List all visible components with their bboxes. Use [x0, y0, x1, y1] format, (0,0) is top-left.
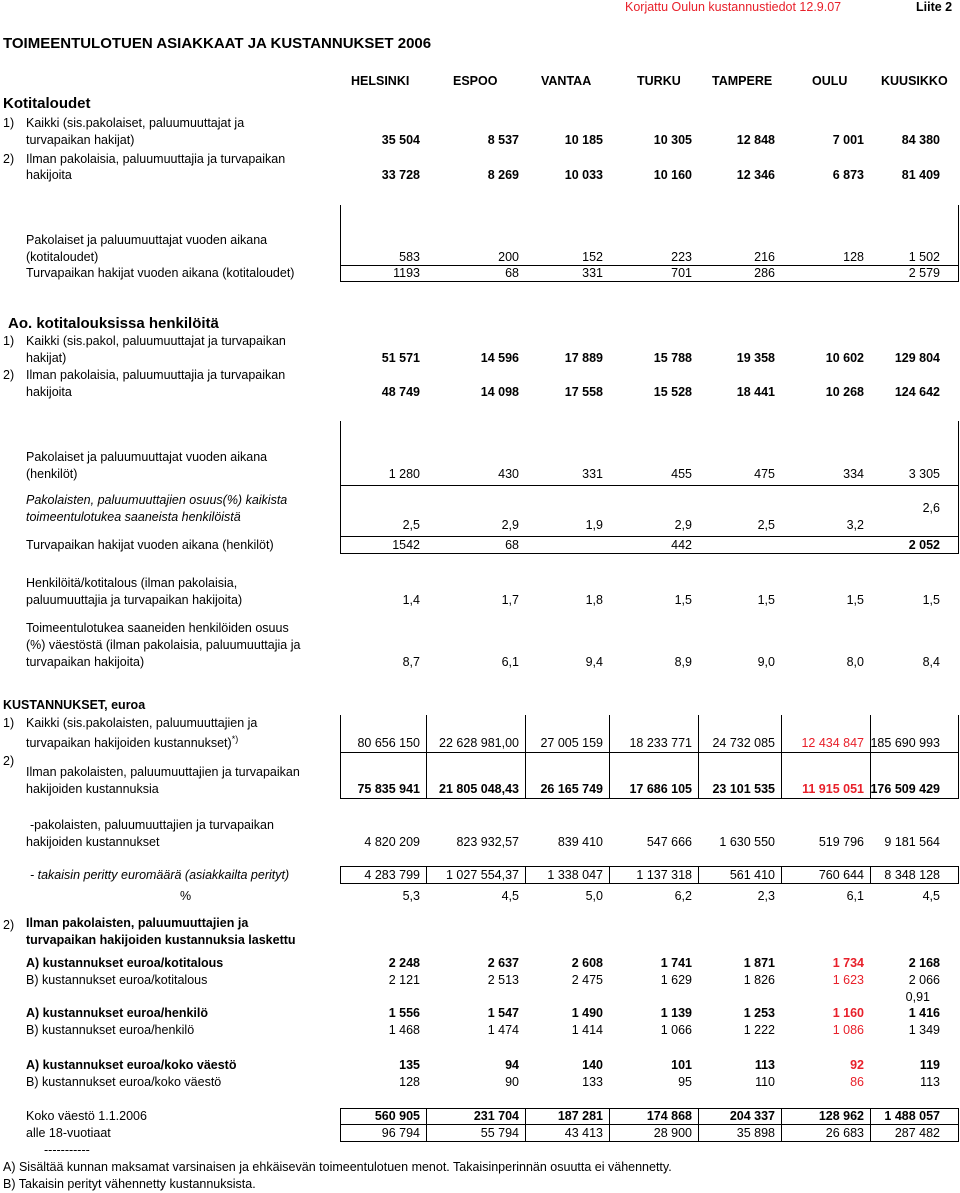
row-label: B) kustannukset euroa/henkilö	[26, 1023, 195, 1037]
table-cell: 2 168	[908, 956, 940, 970]
row-label: Ilman pakolaisten, paluumuuttajien ja	[26, 916, 249, 930]
table-cell: 1 349	[908, 1023, 940, 1037]
table-cell: 4,5	[922, 889, 940, 903]
table-border	[340, 883, 959, 884]
row-label: B) kustannukset euroa/kotitalous	[26, 973, 208, 987]
table-cell: 1 826	[743, 973, 775, 987]
col-helsinki: HELSINKI	[351, 74, 410, 88]
table-cell: 119	[919, 1058, 940, 1072]
table-cell: 129 804	[894, 351, 940, 365]
row-label: Pakolaiset ja paluumuuttajat vuoden aikana	[26, 233, 268, 247]
row-label: hakijat)	[26, 351, 67, 365]
table-cell: 10 268	[825, 385, 864, 399]
table-cell: 5,3	[402, 889, 420, 903]
section-households-title: Kotitaloudet	[3, 95, 91, 112]
table-cell: 1 490	[571, 1006, 603, 1020]
table-cell: 187 281	[557, 1109, 603, 1123]
table-cell: 21 805 048,43	[439, 782, 519, 796]
table-cell: 7 001	[832, 133, 864, 147]
row-label: Ilman pakolaisten, paluumuuttajien ja turvapaikan	[26, 765, 300, 779]
table-cell: 10 305	[653, 133, 692, 147]
table-cell: 17 889	[564, 351, 603, 365]
table-cell: 560 905	[374, 1109, 420, 1123]
row-label: hakijoita	[26, 168, 72, 182]
table-cell: 90	[505, 1075, 519, 1089]
table-cell: 2,3	[757, 889, 775, 903]
table-cell: 1 734	[832, 956, 864, 970]
table-cell: 231 704	[473, 1109, 519, 1123]
table-cell: 1 160	[832, 1006, 864, 1020]
section-costs-title: KUSTANNUKSET, euroa	[3, 698, 146, 712]
table-cell: 430	[498, 467, 519, 481]
row-num: 2)	[3, 152, 15, 166]
row-label: -pakolaisten, paluumuuttajien ja turvapaikan	[30, 818, 274, 832]
table-border	[340, 866, 959, 867]
row-label: A) kustannukset euroa/kotitalous	[26, 956, 224, 970]
row-label: (kotitaloudet)	[26, 250, 99, 264]
table-cell: 223	[671, 250, 692, 264]
table-cell: 17 686 105	[629, 782, 692, 796]
table-cell: 1 502	[908, 250, 940, 264]
row-num: 1)	[3, 716, 15, 730]
table-cell: 561 410	[729, 868, 775, 882]
table-cell: 133	[582, 1075, 603, 1089]
table-border	[340, 281, 959, 282]
table-cell: 701	[671, 266, 692, 280]
row-label: Ilman pakolaisia, paluumuuttajia ja turvapaikan	[26, 368, 286, 382]
page-title: TOIMEENTULOTUEN ASIAKKAAT JA KUSTANNUKSET 2006	[3, 35, 432, 52]
row-num: 2)	[3, 918, 15, 932]
table-cell: 1,5	[846, 593, 864, 607]
table-cell: 27 005 159	[540, 736, 603, 750]
table-cell: 204 337	[729, 1109, 775, 1123]
table-cell: 6 873	[832, 168, 864, 182]
table-cell: 1 871	[743, 956, 775, 970]
table-cell: 15 528	[653, 385, 692, 399]
table-cell: 455	[671, 467, 692, 481]
table-cell: 185 690 993	[870, 736, 940, 750]
table-cell: 1,8	[585, 593, 603, 607]
row-num: 1)	[3, 116, 15, 130]
table-cell: 547 666	[646, 835, 692, 849]
table-cell: 2 248	[388, 956, 420, 970]
table-cell: 101	[671, 1058, 692, 1072]
table-cell: 24 732 085	[712, 736, 775, 750]
table-cell: 1 488 057	[884, 1109, 940, 1123]
table-cell: 8,4	[922, 655, 940, 669]
table-cell: 9 181 564	[884, 835, 940, 849]
table-cell: 1 414	[571, 1023, 603, 1037]
row-num: 1)	[3, 334, 15, 348]
table-cell: 176 509 429	[870, 782, 940, 796]
table-border	[340, 1141, 959, 1142]
table-cell: 174 868	[646, 1109, 692, 1123]
table-cell: 26 683	[825, 1126, 864, 1140]
table-border	[340, 485, 959, 486]
row-label: B) kustannukset euroa/koko väestö	[26, 1075, 222, 1089]
table-cell: 1 468	[388, 1023, 420, 1037]
row-label: paluumuuttajia ja turvapaikan hakijoita)	[26, 593, 243, 607]
table-cell: 2,6	[922, 501, 940, 515]
row-label: %	[180, 889, 192, 903]
table-border	[958, 715, 959, 799]
col-espoo: ESPOO	[453, 74, 498, 88]
table-cell: 1 137 318	[636, 868, 692, 882]
row-label: Henkilöitä/kotitalous (ilman pakolaisia,	[26, 576, 238, 590]
table-border	[340, 1124, 959, 1125]
table-cell: 4 283 799	[364, 868, 420, 882]
table-cell: 760 644	[818, 868, 864, 882]
table-cell: 1 629	[660, 973, 692, 987]
row-label: (henkilöt)	[26, 467, 78, 481]
table-cell: 2 513	[487, 973, 519, 987]
col-tampere: TAMPERE	[712, 74, 773, 88]
table-cell: 2,5	[402, 518, 420, 532]
row-label: hakijoiden kustannuksia	[26, 782, 159, 796]
table-cell: 1,5	[922, 593, 940, 607]
row-label: Kaikki (sis.pakolaisten, paluumuuttajien ja	[26, 716, 258, 730]
table-cell: 110	[755, 1075, 775, 1089]
table-cell: 287 482	[894, 1126, 940, 1140]
table-cell: 92	[850, 1058, 864, 1072]
row-label: Toimeentulotukea saaneiden henkilöiden osuus	[26, 621, 289, 635]
section-persons-title: Ao. kotitalouksissa henkilöitä	[8, 315, 219, 332]
table-cell: 51 571	[381, 351, 420, 365]
table-border	[958, 421, 959, 554]
table-border	[340, 798, 959, 799]
table-cell: 84 380	[901, 133, 940, 147]
table-cell: 1 474	[487, 1023, 519, 1037]
table-cell: 1,5	[674, 593, 692, 607]
table-cell: 1,7	[501, 593, 519, 607]
table-cell: 15 788	[653, 351, 692, 365]
row-label: hakijoiden kustannukset	[26, 835, 160, 849]
table-cell: 2 608	[571, 956, 603, 970]
table-cell: 10 185	[564, 133, 603, 147]
row-label: hakijoita	[26, 385, 72, 399]
table-cell: 135	[399, 1058, 420, 1072]
table-cell: 2,9	[501, 518, 519, 532]
col-vantaa: VANTAA	[541, 74, 592, 88]
table-cell: 2 052	[908, 538, 940, 552]
table-cell: 10 033	[564, 168, 603, 182]
table-cell: 80 656 150	[357, 736, 420, 750]
table-cell: 334	[843, 467, 864, 481]
table-cell: 2,5	[757, 518, 775, 532]
table-cell: 35 504	[381, 133, 420, 147]
footnote-mark: *)	[231, 733, 239, 744]
table-cell: 442	[671, 538, 692, 552]
table-cell: 331	[582, 467, 603, 481]
table-cell: 839 410	[557, 835, 603, 849]
col-kuusikko: KUUSIKKO	[881, 74, 948, 88]
row-num: 2)	[3, 754, 15, 768]
table-cell: 96 794	[381, 1126, 420, 1140]
table-cell: 1 222	[743, 1023, 775, 1037]
table-cell: 2,9	[674, 518, 692, 532]
table-cell: 1 253	[743, 1006, 775, 1020]
table-cell: 1 741	[660, 956, 692, 970]
table-cell: 2 475	[571, 973, 603, 987]
row-label: turvapaikan hakijoita)	[26, 655, 145, 669]
table-cell: 86	[850, 1075, 864, 1089]
table-border	[340, 752, 959, 753]
row-label: A) kustannukset euroa/henkilö	[26, 1006, 208, 1020]
table-cell: 9,0	[757, 655, 775, 669]
table-border	[340, 553, 959, 554]
table-cell: 2 637	[487, 956, 519, 970]
row-label: turvapaikan hakijoiden kustannuksia laskettu	[26, 933, 296, 947]
table-cell: 68	[505, 538, 519, 552]
table-cell: 28 900	[653, 1126, 692, 1140]
table-cell: 1193	[393, 266, 420, 280]
table-cell: 8 348 128	[884, 868, 940, 882]
table-cell: 216	[754, 250, 775, 264]
footnote-b: B) Takaisin perityt vähennetty kustannuksista.	[3, 1177, 256, 1191]
table-cell: 19 358	[736, 351, 775, 365]
correction-note: Korjattu Oulun kustannustiedot 12.9.07	[625, 0, 842, 14]
table-cell: 9,4	[585, 655, 603, 669]
row-label: Pakolaisten, paluumuuttajien osuus(%) kaikista	[26, 493, 288, 507]
row-label: (%) väestöstä (ilman pakolaisia, paluumuuttajia ja	[26, 638, 301, 652]
table-cell: 200	[498, 250, 519, 264]
table-cell: 519 796	[818, 835, 864, 849]
table-cell: 3 305	[908, 467, 940, 481]
table-cell: 1 547	[487, 1006, 519, 1020]
col-turku: TURKU	[637, 74, 681, 88]
row-label: Turvapaikan hakijat vuoden aikana (kotitaloudet)	[26, 266, 295, 280]
table-cell: 128	[843, 250, 864, 264]
table-cell: 286	[754, 266, 775, 280]
table-cell: 331	[582, 266, 603, 280]
table-cell: 4,5	[501, 889, 519, 903]
table-cell: 8 537	[487, 133, 519, 147]
table-cell: 5,0	[585, 889, 603, 903]
table-cell: 68	[505, 266, 519, 280]
table-cell: 1 556	[388, 1006, 420, 1020]
table-cell: 2 579	[908, 266, 940, 280]
table-cell: 6,2	[674, 889, 692, 903]
row-label: Pakolaiset ja paluumuuttajat vuoden aikana	[26, 450, 268, 464]
table-cell: 18 441	[736, 385, 775, 399]
table-cell: 12 848	[736, 133, 775, 147]
table-cell: 48 749	[381, 385, 420, 399]
table-cell: 10 160	[653, 168, 692, 182]
table-cell: 35 898	[736, 1126, 775, 1140]
table-cell: 75 835 941	[357, 782, 420, 796]
table-cell: 152	[582, 250, 603, 264]
table-cell: 2 121	[388, 973, 420, 987]
table-cell: 1 630 550	[719, 835, 775, 849]
table-cell: 8 269	[487, 168, 519, 182]
table-border	[340, 421, 341, 554]
extra-value: 0,91	[905, 990, 930, 1004]
table-cell: 22 628 981,00	[439, 736, 519, 750]
table-cell: 14 596	[480, 351, 519, 365]
table-cell: 2 066	[908, 973, 940, 987]
table-cell: 94	[505, 1058, 519, 1072]
table-border	[958, 205, 959, 281]
table-cell: 1 086	[832, 1023, 864, 1037]
table-cell: 1 416	[908, 1006, 940, 1020]
table-cell: 113	[754, 1058, 775, 1072]
table-cell: 1 139	[660, 1006, 692, 1020]
row-label: Koko väestö 1.1.2006	[26, 1109, 147, 1123]
table-cell: 475	[754, 467, 775, 481]
table-cell: 26 165 749	[540, 782, 603, 796]
table-cell: 1 338 047	[547, 868, 603, 882]
table-cell: 113	[920, 1075, 940, 1089]
table-cell: 128	[399, 1075, 420, 1089]
table-cell: 4 820 209	[364, 835, 420, 849]
table-border	[958, 1108, 959, 1142]
table-border	[958, 866, 959, 884]
table-cell: 3,2	[846, 518, 864, 532]
col-oulu: OULU	[812, 74, 848, 88]
row-label: Ilman pakolaisia, paluumuuttajia ja turvapaikan	[26, 152, 286, 166]
table-cell: 1 280	[388, 467, 420, 481]
table-cell: 12 346	[736, 168, 775, 182]
table-cell: 1,4	[402, 593, 420, 607]
table-cell: 11 915 051	[802, 782, 864, 796]
table-cell: 1 027 554,37	[446, 868, 519, 882]
row-num: 2)	[3, 368, 15, 382]
row-label: turvapaikan hakijoiden kustannukset)*)	[26, 733, 239, 750]
table-cell: 8,7	[402, 655, 420, 669]
table-cell: 1,5	[757, 593, 775, 607]
table-cell: 1,9	[585, 518, 603, 532]
table-cell: 95	[678, 1075, 692, 1089]
table-cell: 81 409	[901, 168, 940, 182]
appendix-label: Liite 2	[916, 0, 953, 14]
table-cell: 140	[582, 1058, 603, 1072]
table-cell: 8,0	[846, 655, 864, 669]
row-label: toimeentulotukea saaneista henkilöistä	[26, 510, 241, 524]
row-label: turvapaikan hakijat)	[26, 133, 135, 147]
table-cell: 23 101 535	[712, 782, 775, 796]
row-label: A) kustannukset euroa/koko väestö	[26, 1058, 237, 1072]
table-cell: 124 642	[894, 385, 940, 399]
table-cell: 12 434 847	[801, 736, 864, 750]
row-label: - takaisin peritty euromäärä (asiakkailta perityt)	[30, 868, 290, 882]
footer-divider: -----------	[44, 1143, 90, 1157]
table-cell: 823 932,57	[456, 835, 519, 849]
table-cell: 8,9	[674, 655, 692, 669]
table-cell: 1 623	[832, 973, 864, 987]
table-cell: 14 098	[480, 385, 519, 399]
table-cell: 6,1	[501, 655, 519, 669]
table-cell: 10 602	[825, 351, 864, 365]
row-label: Kaikki (sis.pakolaiset, paluumuuttajat ja	[26, 116, 245, 130]
table-cell: 43 413	[564, 1126, 603, 1140]
table-cell: 33 728	[381, 168, 420, 182]
table-cell: 17 558	[564, 385, 603, 399]
table-cell: 6,1	[846, 889, 864, 903]
table-cell: 18 233 771	[629, 736, 692, 750]
table-cell: 1 066	[660, 1023, 692, 1037]
row-label: Kaikki (sis.pakol, paluumuuttajat ja turvapaikan	[26, 334, 286, 348]
row-label: Turvapaikan hakijat vuoden aikana (henkilöt)	[26, 538, 274, 552]
table-border	[340, 536, 959, 537]
table-cell: 55 794	[480, 1126, 519, 1140]
footnote-a: A) Sisältää kunnan maksamat varsinaisen ja ehkäisevän toimeentulotuen menot. Takaisinperinnän osuutta ei vähennetty.	[3, 1160, 672, 1174]
table-cell: 1542	[392, 538, 420, 552]
row-label: alle 18-vuotiaat	[26, 1126, 111, 1140]
table-cell: 583	[399, 250, 420, 264]
table-cell: 128 962	[818, 1109, 864, 1123]
